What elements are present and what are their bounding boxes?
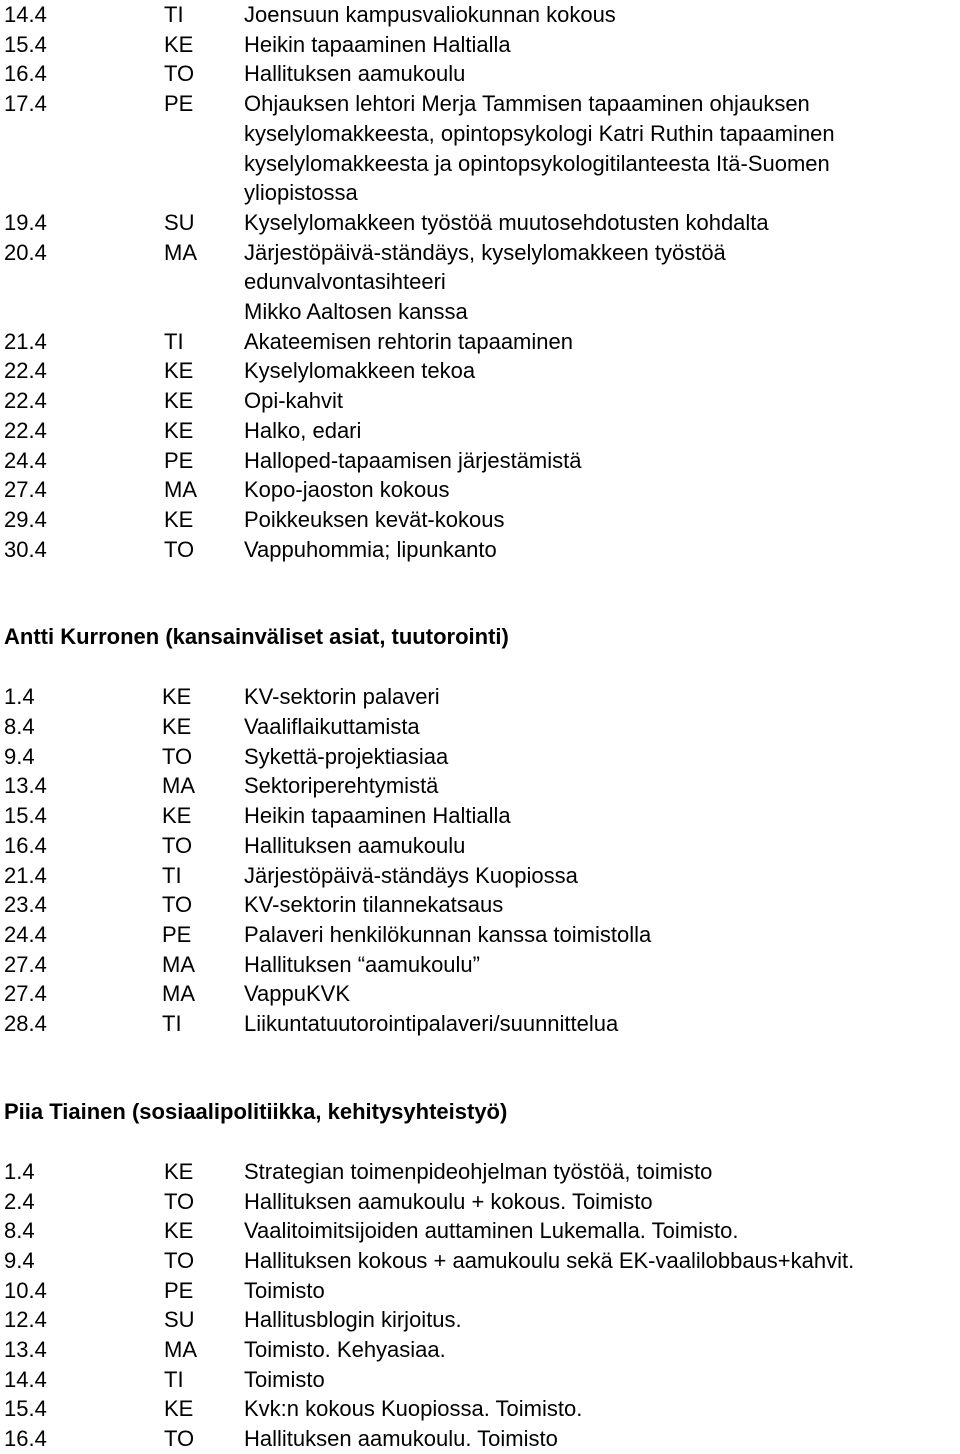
entry-date: 15.4 xyxy=(4,803,47,829)
entry-description xyxy=(244,1246,960,1276)
entry-description xyxy=(244,0,960,30)
entry-weekday: KE xyxy=(164,417,194,443)
entry-description xyxy=(244,30,960,60)
schedule-entry xyxy=(0,30,960,60)
schedule-entry xyxy=(0,920,960,950)
entry-description xyxy=(244,742,960,772)
section-1-entries xyxy=(0,0,960,564)
entry-description xyxy=(244,59,960,89)
schedule-entry xyxy=(0,979,960,1009)
entry-description xyxy=(244,771,960,801)
entry-description-line: Palaveri henkilökunnan kanssa toimistolla xyxy=(244,921,652,947)
entry-description xyxy=(244,1365,960,1395)
section-heading-piia-tiainen: Piia Tiainen (sosiaalipolitiikka, kehitysyhteistyö) xyxy=(4,1098,508,1124)
entry-date: 8.4 xyxy=(4,714,35,740)
entry-description-line: Kyselylomakkeen työstöä muutosehdotusten kohdalta xyxy=(244,209,769,235)
entry-weekday: TI xyxy=(164,328,184,354)
schedule-entry xyxy=(0,1009,960,1039)
entry-description-line: Halko, edari xyxy=(244,417,362,443)
entry-weekday: KE xyxy=(162,803,192,829)
entry-description xyxy=(244,801,960,831)
entry-date: 21.4 xyxy=(4,328,47,354)
entry-date: 22.4 xyxy=(4,358,47,384)
schedule-entry xyxy=(0,1365,960,1395)
entry-weekday: SU xyxy=(164,1307,195,1333)
entry-date: 27.4 xyxy=(4,951,47,977)
entry-date: 27.4 xyxy=(4,981,47,1007)
entry-description-line: Mikko Aaltosen kanssa xyxy=(244,299,468,325)
schedule-entry xyxy=(0,1276,960,1306)
entry-weekday: MA xyxy=(164,239,197,265)
entry-description-line: Järjestöpäivä-ständäys, kyselylomakkeen työstöä xyxy=(244,239,726,265)
entry-weekday: TO xyxy=(162,743,193,769)
entry-description-line: KV-sektorin palaveri xyxy=(244,684,440,710)
entry-weekday: TO xyxy=(164,1426,195,1452)
entry-description-line: Toimisto xyxy=(244,1277,325,1303)
entry-date: 2.4 xyxy=(4,1188,35,1214)
entry-description-line: Heikin tapaaminen Haltialla xyxy=(244,803,511,829)
schedule-entry xyxy=(0,89,960,208)
section-3-entries xyxy=(0,1157,960,1454)
entry-date: 16.4 xyxy=(4,832,47,858)
entry-date: 16.4 xyxy=(4,61,47,87)
entry-date: 19.4 xyxy=(4,209,47,235)
entry-description xyxy=(244,920,960,950)
entry-weekday: TO xyxy=(164,536,195,562)
entry-weekday: KE xyxy=(164,1218,194,1244)
entry-description xyxy=(244,356,960,386)
entry-description-line: Opi-kahvit xyxy=(244,388,344,414)
entry-description xyxy=(244,861,960,891)
schedule-entry xyxy=(0,356,960,386)
entry-weekday: MA xyxy=(162,981,195,1007)
entry-date: 15.4 xyxy=(4,1396,47,1422)
entry-description-line: Strategian toimenpideohjelman työstöä, toimisto xyxy=(244,1158,713,1184)
schedule-entry xyxy=(0,0,960,30)
schedule-entry xyxy=(0,327,960,357)
entry-date: 29.4 xyxy=(4,506,47,532)
entry-description-line: Vaalitoimitsijoiden auttaminen Lukemalla. Toimisto. xyxy=(244,1218,739,1244)
entry-description-line: Hallitusblogin kirjoitus. xyxy=(244,1307,462,1333)
schedule-entry xyxy=(0,386,960,416)
entry-description-line: Halloped-tapaamisen järjestämistä xyxy=(244,447,582,473)
entry-date: 13.4 xyxy=(4,1337,47,1363)
entry-date: 1.4 xyxy=(4,1158,35,1184)
entry-weekday: KE xyxy=(164,506,194,532)
schedule-entry xyxy=(0,890,960,920)
schedule-entry xyxy=(0,950,960,980)
entry-description-line: Hallituksen aamukoulu + kokous. Toimisto xyxy=(244,1188,653,1214)
schedule-entry xyxy=(0,742,960,772)
entry-weekday: KE xyxy=(162,684,192,710)
entry-description-line: Heikin tapaaminen Haltialla xyxy=(244,31,511,57)
entry-date: 22.4 xyxy=(4,417,47,443)
entry-description xyxy=(244,327,960,357)
entry-date: 22.4 xyxy=(4,388,47,414)
schedule-entry xyxy=(0,712,960,742)
entry-date: 9.4 xyxy=(4,743,35,769)
entry-description-line: Liikuntatuutorointipalaveri/suunnittelua xyxy=(244,1011,619,1037)
entry-weekday: KE xyxy=(164,1158,194,1184)
entry-description xyxy=(244,979,960,1009)
schedule-entry xyxy=(0,771,960,801)
entry-date: 27.4 xyxy=(4,477,47,503)
entry-weekday: PE xyxy=(164,91,194,117)
entry-weekday: KE xyxy=(164,388,194,414)
schedule-entry xyxy=(0,59,960,89)
entry-description xyxy=(244,1276,960,1306)
section-heading-antti-kurronen: Antti Kurronen (kansainväliset asiat, tuutorointi) xyxy=(4,624,509,650)
schedule-entry xyxy=(0,1157,960,1187)
entry-description xyxy=(244,1216,960,1246)
entry-date: 8.4 xyxy=(4,1218,35,1244)
entry-description xyxy=(244,475,960,505)
schedule-entry xyxy=(0,1424,960,1454)
schedule-entry xyxy=(0,535,960,565)
entry-description-line: Hallituksen kokous + aamukoulu sekä EK-vaalilobbaus+kahvit. xyxy=(244,1247,855,1273)
entry-date: 14.4 xyxy=(4,2,47,27)
entry-description-line: Toimisto xyxy=(244,1366,325,1392)
entry-description-line: Vappuhommia; lipunkanto xyxy=(244,536,497,562)
schedule-entry xyxy=(0,1394,960,1424)
entry-description xyxy=(244,238,960,327)
entry-description xyxy=(244,950,960,980)
schedule-entry xyxy=(0,1187,960,1217)
entry-description xyxy=(244,416,960,446)
entry-description-line: Sykettä-projektiasiaa xyxy=(244,743,449,769)
entry-description-line: Toimisto. Kehyasiaa. xyxy=(244,1337,446,1363)
entry-date: 10.4 xyxy=(4,1277,47,1303)
entry-description xyxy=(244,1009,960,1039)
entry-description-line: Ohjauksen lehtori Merja Tammisen tapaaminen ohjauksen xyxy=(244,91,810,117)
entry-weekday: KE xyxy=(162,714,192,740)
schedule-entry xyxy=(0,1305,960,1335)
entry-description-line: VappuKVK xyxy=(244,981,351,1007)
entry-description-line: Poikkeuksen kevät-kokous xyxy=(244,506,505,532)
entry-description xyxy=(244,1305,960,1335)
entry-description-line: edunvalvontasihteeri xyxy=(244,269,446,295)
entry-description xyxy=(244,682,960,712)
entry-date: 21.4 xyxy=(4,862,47,888)
entry-description xyxy=(244,712,960,742)
entry-weekday: TI xyxy=(164,1366,184,1392)
entry-description-line: Sektoriperehtymistä xyxy=(244,773,439,799)
schedule-entry xyxy=(0,238,960,327)
entry-date: 20.4 xyxy=(4,239,47,265)
entry-weekday: PE xyxy=(164,447,194,473)
schedule-entry xyxy=(0,1246,960,1276)
entry-weekday: MA xyxy=(162,951,195,977)
entry-description xyxy=(244,386,960,416)
entry-weekday: TO xyxy=(162,832,193,858)
entry-description-line: kyselylomakkeesta, opintopsykologi Katri Ruthin tapaaminen xyxy=(244,120,835,146)
entry-weekday: PE xyxy=(164,1277,194,1303)
schedule-entry xyxy=(0,861,960,891)
schedule-entry xyxy=(0,682,960,712)
entry-weekday: TI xyxy=(162,1011,182,1037)
entry-description xyxy=(244,1157,960,1187)
entry-weekday: TO xyxy=(164,1247,195,1273)
entry-weekday: TI xyxy=(164,2,184,27)
schedule-entry xyxy=(0,831,960,861)
schedule-entry xyxy=(0,416,960,446)
entry-description-line: Kvk:n kokous Kuopiossa. Toimisto. xyxy=(244,1396,583,1422)
entry-date: 13.4 xyxy=(4,773,47,799)
entry-weekday: KE xyxy=(164,31,194,57)
entry-description xyxy=(244,208,960,238)
entry-description-line: Hallituksen aamukoulu xyxy=(244,832,466,858)
entry-description-line: Kyselylomakkeen tekoa xyxy=(244,358,476,384)
entry-weekday: KE xyxy=(164,1396,194,1422)
entry-description xyxy=(244,1424,960,1454)
entry-date: 12.4 xyxy=(4,1307,47,1333)
entry-date: 28.4 xyxy=(4,1011,47,1037)
entry-description-line: Kopo-jaoston kokous xyxy=(244,477,450,503)
entry-weekday: SU xyxy=(164,209,195,235)
entry-description xyxy=(244,505,960,535)
entry-weekday: MA xyxy=(164,477,197,503)
entry-description xyxy=(244,535,960,565)
entry-description-line: Hallituksen aamukoulu xyxy=(244,61,466,87)
entry-description xyxy=(244,1335,960,1365)
entry-description xyxy=(244,446,960,476)
entry-date: 9.4 xyxy=(4,1247,35,1273)
entry-weekday: MA xyxy=(162,773,195,799)
entry-description-line: Joensuun kampusvaliokunnan kokous xyxy=(244,2,616,27)
entry-date: 16.4 xyxy=(4,1426,47,1452)
entry-description xyxy=(244,1187,960,1217)
schedule-entry xyxy=(0,505,960,535)
entry-date: 30.4 xyxy=(4,536,47,562)
entry-weekday: TI xyxy=(162,862,182,888)
entry-description xyxy=(244,890,960,920)
entry-description-line: Hallituksen “aamukoulu” xyxy=(244,951,480,977)
entry-description-line: Hallituksen aamukoulu. Toimisto xyxy=(244,1426,558,1452)
schedule-entry xyxy=(0,1335,960,1365)
schedule-entry xyxy=(0,475,960,505)
entry-date: 23.4 xyxy=(4,892,47,918)
entry-date: 14.4 xyxy=(4,1366,47,1392)
entry-description-line: yliopistossa xyxy=(244,180,358,206)
schedule-entry xyxy=(0,801,960,831)
schedule-entry xyxy=(0,208,960,238)
entry-description xyxy=(244,89,960,208)
section-2-entries xyxy=(0,682,960,1038)
entry-description xyxy=(244,1394,960,1424)
entry-date: 1.4 xyxy=(4,684,35,710)
schedule-entry xyxy=(0,446,960,476)
entry-description-line: Vaaliflaikuttamista xyxy=(244,714,420,740)
entry-date: 24.4 xyxy=(4,921,47,947)
schedule-entry xyxy=(0,1216,960,1246)
entry-description-line: Akateemisen rehtorin tapaaminen xyxy=(244,328,573,354)
entry-description xyxy=(244,831,960,861)
entry-date: 15.4 xyxy=(4,31,47,57)
entry-weekday: KE xyxy=(164,358,194,384)
entry-weekday: TO xyxy=(164,61,195,87)
entry-description-line: KV-sektorin tilannekatsaus xyxy=(244,892,504,918)
entry-date: 24.4 xyxy=(4,447,47,473)
entry-description-line: kyselylomakkeesta ja opintopsykologitilanteesta Itä-Suomen xyxy=(244,150,830,176)
entry-weekday: MA xyxy=(164,1337,197,1363)
entry-weekday: TO xyxy=(162,892,193,918)
entry-date: 17.4 xyxy=(4,91,47,117)
entry-weekday: TO xyxy=(164,1188,195,1214)
entry-description-line: Järjestöpäivä-ständäys Kuopiossa xyxy=(244,862,578,888)
entry-weekday: PE xyxy=(162,921,192,947)
